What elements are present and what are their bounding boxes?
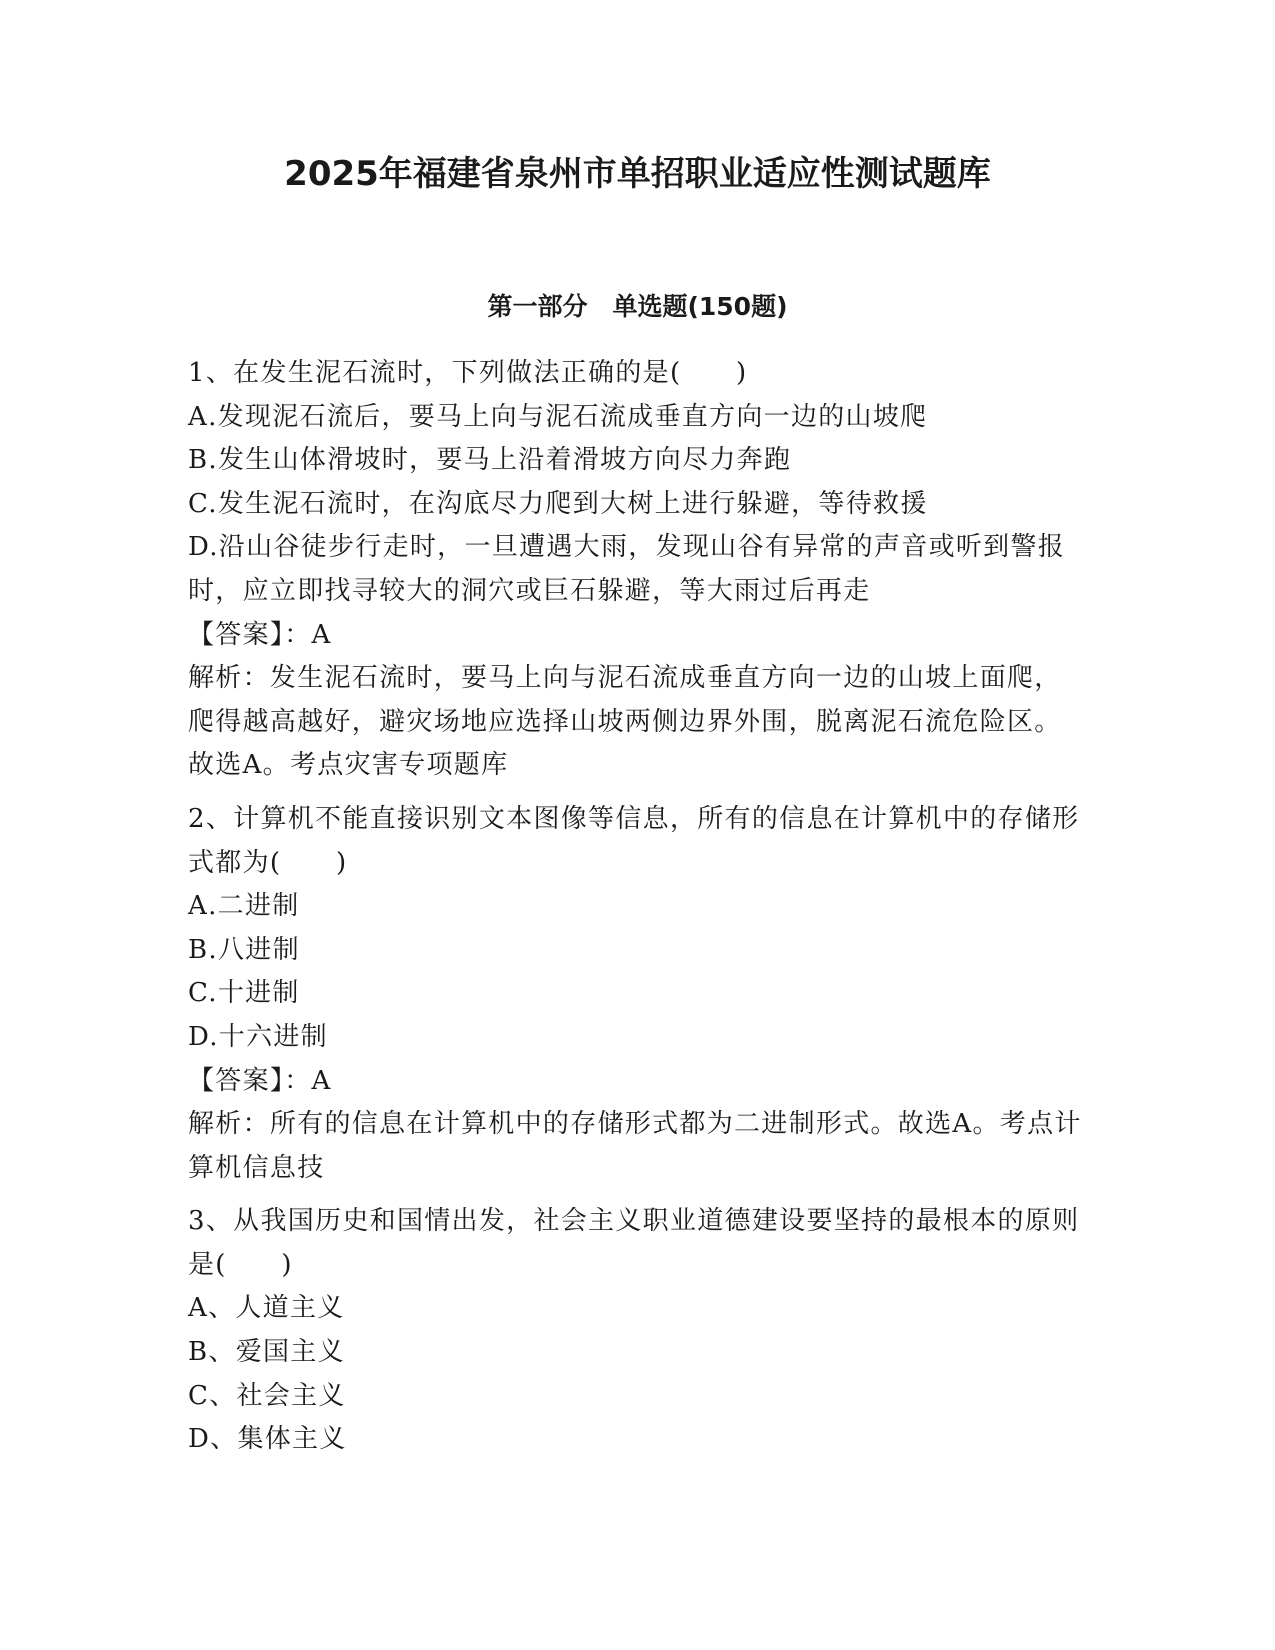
option-a: A.发现泥石流后，要马上向与泥石流成垂直方向一边的山坡爬	[188, 401, 928, 432]
option-b: B.发生山体滑坡时，要马上沿着滑坡方向尽力奔跑	[188, 445, 792, 476]
option-d: D、集体主义	[188, 1424, 347, 1455]
question-stem: 3、从我国历史和国情出发，社会主义职业道德建设要坚持的最根本的原则是( )	[188, 1206, 1080, 1280]
question-1	[188, 352, 1088, 788]
option-a: A、人道主义	[188, 1293, 345, 1324]
section-title: 第一部分 单选题(150题)	[487, 292, 788, 321]
question-stem: 1、在发生泥石流时，下列做法正确的是( )	[188, 358, 748, 388]
option-d: D.沿山谷徒步行走时，一旦遭遇大雨，发现山谷有异常的声音或听到警报时，应立即找寻较大的洞穴或巨石躲避，等大雨过后再走	[188, 532, 1066, 606]
document-title: 2025年福建省泉州市单招职业适应性测试题库	[284, 154, 991, 194]
analysis: 解析：所有的信息在计算机中的存储形式都为二进制形式。故选A。考点计算机信息技	[188, 1109, 1082, 1183]
analysis: 解析：发生泥石流时，要马上向与泥石流成垂直方向一边的山坡上面爬，爬得越高越好，避灾场地应选择山坡两侧边界外围，脱离泥石流危险区。故选A。考点灾害专项题库	[188, 663, 1062, 781]
question-stem: 2、计算机不能直接识别文本图像等信息，所有的信息在计算机中的存储形式都为( )	[188, 803, 1080, 878]
answer: 【答案】：A	[188, 1065, 332, 1096]
option-b: B、爱国主义	[188, 1337, 345, 1368]
question-2	[188, 798, 1088, 1190]
option-b: B.八进制	[188, 934, 300, 965]
option-c: C、社会主义	[188, 1380, 346, 1411]
answer: 【答案】：A	[188, 619, 332, 650]
option-a: A.二进制	[188, 891, 300, 922]
option-d: D.十六进制	[188, 1021, 328, 1052]
question-3	[188, 1200, 1088, 1462]
option-c: C.发生泥石流时，在沟底尽力爬到大树上进行躲避，等待救援	[188, 488, 928, 519]
option-c: C.十进制	[188, 978, 300, 1009]
question-list	[188, 352, 1088, 1472]
